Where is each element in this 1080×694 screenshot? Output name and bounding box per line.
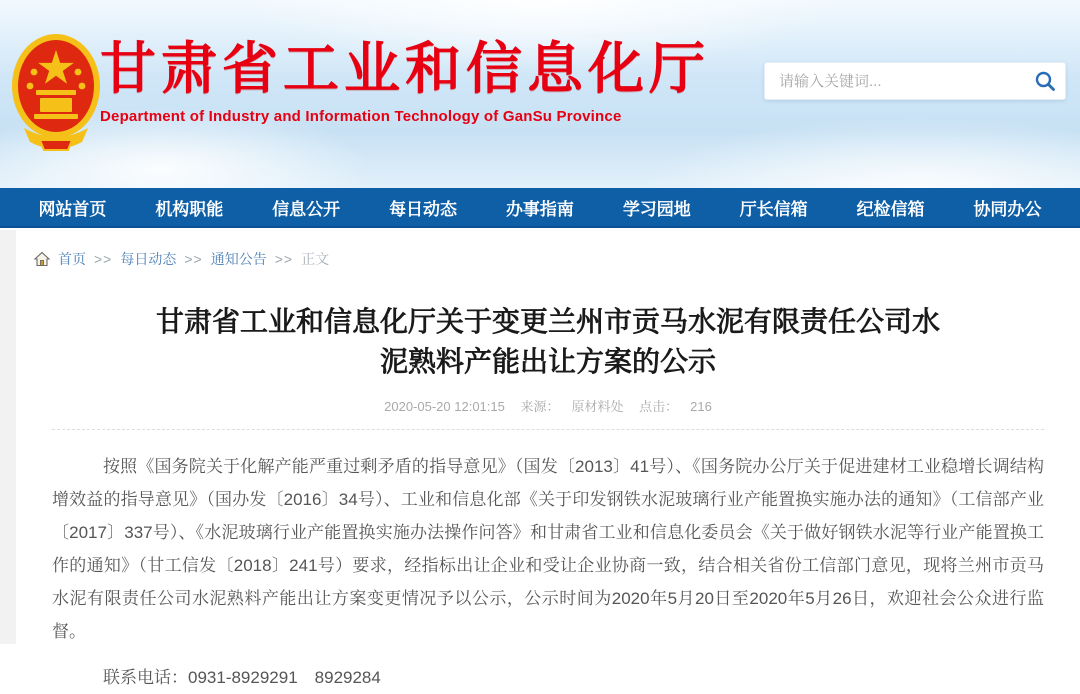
article-meta (36, 396, 1060, 415)
search-box (764, 62, 1066, 100)
nav-item-home[interactable]: 网站首页 (38, 199, 107, 219)
breadcrumb-daily-news[interactable]: 每日动态 (120, 251, 177, 267)
article-datetime: 2020-05-20 12:01:15 (384, 399, 505, 414)
article-paragraph: 按照《国务院关于化解产能严重过剩矛盾的指导意见》（国发〔2013〕41号）、《国务院办公厅关于促进建材工业稳增长调结构增效益的指导意见》（国办发〔2016〕34号）、工业和信息化部《关于印发钢铁水泥玻璃行业产能置换实施办法的通知》（工信部产业〔2017〕337号）、《水泥玻璃行业产能置换实施办法操作问答》和甘肃省工业和信息化委员会《关于做好钢铁水泥等行业产能置换工作的通知》（甘工信发〔2018〕241号）要求，经指标出让企业和受让企业协商一致，结合相关省份工信部门意见，现将兰州市贡马水泥有限责任公司水泥熟料产能出让方案变更情况予以公示，公示时间为2020年5月20日至2020年5月26日，欢迎社会公众进行监督。 (52, 457, 1044, 641)
article-hits-value: 216 (690, 399, 712, 414)
nav-item-daily-news[interactable]: 每日动态 (389, 199, 458, 219)
article (16, 302, 1080, 694)
breadcrumb-home[interactable]: 首页 (58, 251, 86, 267)
search-input[interactable] (765, 63, 1025, 99)
article-source-label: 来源： (520, 399, 560, 414)
content-area (16, 228, 1080, 694)
nav-item-info-disclosure[interactable]: 信息公开 (272, 199, 341, 219)
breadcrumb-notices[interactable]: 通知公告 (210, 251, 267, 267)
breadcrumb (16, 246, 1080, 272)
national-emblem-icon (10, 28, 102, 159)
main-nav (0, 188, 1080, 228)
site-title-english: Department of Industry and Information Technology of GanSu Province (100, 108, 622, 125)
home-icon (34, 251, 50, 267)
nav-item-discipline-mailbox[interactable]: 纪检信箱 (856, 199, 925, 219)
search-button[interactable] (1025, 63, 1065, 99)
nav-item-director-mailbox[interactable]: 厅长信箱 (739, 199, 808, 219)
breadcrumb-separator: >> (184, 251, 203, 267)
site-title: 甘肃省工业和信息化厅 (100, 37, 710, 100)
page-left-margin (0, 230, 16, 644)
site-header (0, 0, 1080, 188)
breadcrumb-separator: >> (94, 251, 113, 267)
article-body (36, 430, 1060, 648)
article-source-value: 原材料处 (571, 399, 624, 414)
nav-item-collaborative-office[interactable]: 协同办公 (973, 199, 1042, 219)
article-contact-line: 联系电话：0931-8929291 8929284 (103, 668, 381, 687)
nav-item-service-guide[interactable]: 办事指南 (505, 199, 574, 219)
site-brand (100, 38, 710, 125)
article-hits-label: 点击： (639, 399, 679, 414)
nav-item-learning[interactable]: 学习园地 (622, 199, 691, 219)
breadcrumb-separator: >> (274, 251, 294, 267)
nav-item-functions[interactable]: 机构职能 (155, 199, 224, 219)
search-icon (1034, 70, 1056, 92)
article-title: 甘肃省工业和信息化厅关于变更兰州市贡马水泥有限责任公司水泥熟料产能出让方案的公示 (155, 306, 940, 377)
breadcrumb-current: 正文 (301, 251, 330, 267)
